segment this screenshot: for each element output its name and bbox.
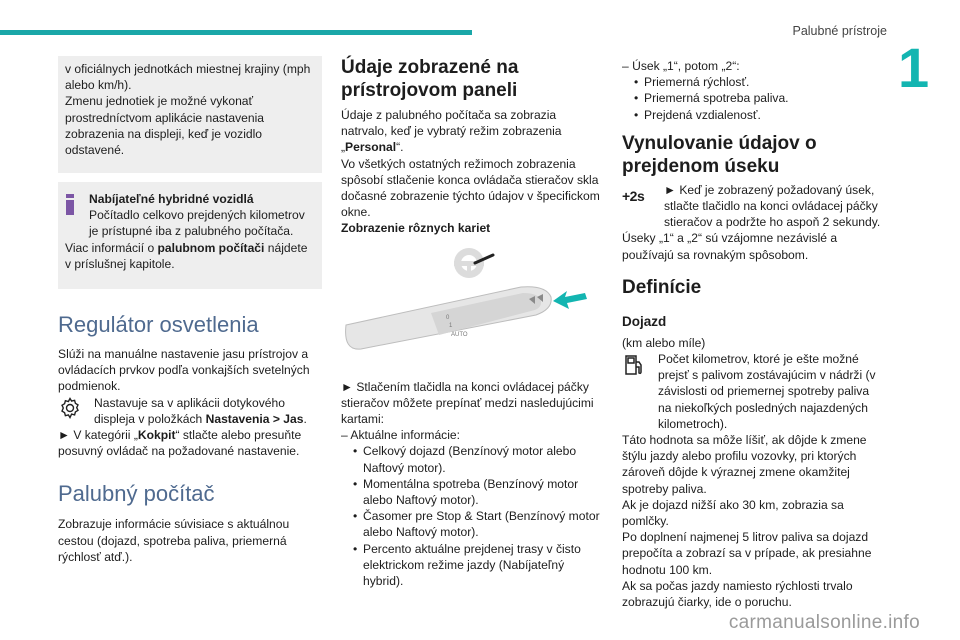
column-middle <box>341 56 603 589</box>
range-p5: Ak sa počas jazdy namiesto rýchlosti trvalo zobrazujú čiarky, ide o poruchu. <box>622 578 853 610</box>
trip-label: – Úsek „1“, potom „2“: <box>622 59 740 73</box>
list-item: • Momentálna spotreba (Benzínový motor alebo Naftový motor). <box>363 476 603 508</box>
regulator-p3: ► V kategórii „Kokpit“ stlačte alebo presuňte posuvný ovládač na požadované nastavenie. <box>58 428 302 459</box>
units-note-text: v oficiálnych jednotkách miestnej krajiny (mph alebo km/h). Zmenu jednotiek je možné vykonať prostredníctvom aplikácie nastavenia zobrazenia na displeji, keď je vozidlo odstavené. <box>65 62 311 158</box>
footer-watermark-url: carmanualsonline.info <box>728 612 920 633</box>
reset-p1: ► Keď je zobrazený požadovaný úsek, stlačte tlačidlo na konci ovládacej páčky stieračov a podržte ho aspoň 2 sekundy. <box>664 182 881 230</box>
displayed-data-heading: Údaje zobrazené na prístrojovom paneli <box>341 57 519 101</box>
range-p1: Počet kilometrov, ktoré je ešte možné prejsť s palivom zostávajúcim v nádrži (v závislosti od priemernej spotreby paliva na niekoľkých posledných najazdených kilometroch). <box>658 352 876 431</box>
chapter-number: 1 <box>898 36 930 99</box>
tabs-subheading: Zobrazenie rôznych kariet <box>341 221 491 236</box>
hybrid-info-line1: Počítadlo celkovo prejdených kilometrov je prístupné iba z palubného počítača. <box>89 208 305 239</box>
displayed-data-p1: Údaje z palubného počítača sa zobrazia natrvalo, keď je vybratý režim zobrazenia „Personal“. <box>341 108 562 155</box>
range-definition <box>622 351 884 432</box>
range-p3: Ak je dojazd nižší ako 30 km, zobrazia sa pomlčky. <box>622 497 844 529</box>
wiper-stalk-illustration <box>341 247 603 367</box>
info-icon <box>66 194 74 215</box>
page-header-title: Palubné prístroje <box>792 24 887 38</box>
reset-heading: Vynulovanie údajov o prejdenom úseku <box>622 132 817 177</box>
list-item: • Priemerná spotreba paliva. <box>644 90 884 106</box>
wiper-stalk-drawing <box>341 247 603 367</box>
units-note-box <box>58 56 322 173</box>
press-arrow-icon <box>553 291 587 309</box>
range-p2: Táto hodnota sa môže líšiť, ak dôjde k zmene štýlu jazdy alebo profilu vozovky, pri ktorých zároveň dôjde k výraznej zmene okamžitej spotreby paliva. <box>622 433 867 496</box>
hybrid-info-title: Nabíjateľné hybridné vozidlá <box>89 192 254 206</box>
stalk-label-auto: AUTO <box>451 331 468 338</box>
list-item: • Prejdená vzdialenosť. <box>644 107 884 123</box>
column-right <box>622 56 884 610</box>
fuel-pump-icon <box>622 352 650 378</box>
hybrid-info-box <box>58 182 322 289</box>
header-accent-bar <box>0 30 472 35</box>
definitions-heading: Definície <box>622 276 702 298</box>
displayed-data-p2: Vo všetkých ostatných režimoch zobrazenia spôsobí stlačenie konca ovládača stieračov skla dočasné zobrazenie týchto údajov v špecifickom okne. <box>341 156 600 220</box>
column-left <box>58 56 322 565</box>
current-info-label: – Aktuálne informácie: <box>341 428 460 443</box>
range-p4: Po doplnení najmenej 5 litrov paliva sa dojazd prepočíta a zobrazí sa v prípade, ak presiahne hodnotu 100 km. <box>622 530 872 577</box>
regulator-p1: Slúži na manuálne nastavenie jasu prístrojov a ovládacích prvkov podľa vonkajších svetelných podmienok. <box>58 347 310 394</box>
list-item: • Časomer pre Stop & Start (Benzínový motor alebo Naftový motor). <box>363 508 603 540</box>
computer-heading: Palubný počítač <box>58 481 215 507</box>
stalk-label-1: 1 <box>449 322 453 329</box>
regulator-heading: Regulátor osvetlenia <box>58 312 259 337</box>
plus-2s-icon: +2s <box>622 187 645 204</box>
tabs-instruction: ► Stlačením tlačidla na konci ovládacej páčky stieračov môžete prepínať medzi nasledujúcimi kartami: <box>341 379 594 427</box>
range-heading: Dojazd <box>622 313 667 329</box>
regulator-p2: Nastavuje sa v aplikácii dotykového displeja v položkách Nastavenia > Jas. <box>94 395 307 426</box>
steering-wheel-icon <box>454 248 493 278</box>
stalk-label-0: 0 <box>446 314 450 321</box>
list-item: • Celkový dojazd (Benzínový motor alebo Naftový motor). <box>363 443 603 475</box>
computer-p1: Zobrazuje informácie súvisiace s aktuálnou cestou (dojazd, spotreba paliva, priemerná rýchlosť atď.). <box>58 517 290 564</box>
range-unit: (km alebo míle) <box>622 335 706 350</box>
gear-icon <box>58 396 86 422</box>
trip-list <box>622 74 884 123</box>
current-info-list <box>341 443 603 589</box>
list-item: • Priemerná rýchlosť. <box>644 74 884 90</box>
settings-instruction <box>58 395 322 427</box>
hybrid-info-line2: Viac informácií o palubnom počítači nájdete v príslušnej kapitole. <box>65 240 308 271</box>
reset-instruction <box>622 182 884 231</box>
reset-p2: Úseky „1“ a „2“ sú vzájomne nezávislé a používajú sa rovnakým spôsobom. <box>622 231 838 262</box>
list-item: • Percento aktuálne prejdenej trasy v čisto elektrickom režime jazdy (Nabíjateľný hybrid). <box>363 541 603 590</box>
